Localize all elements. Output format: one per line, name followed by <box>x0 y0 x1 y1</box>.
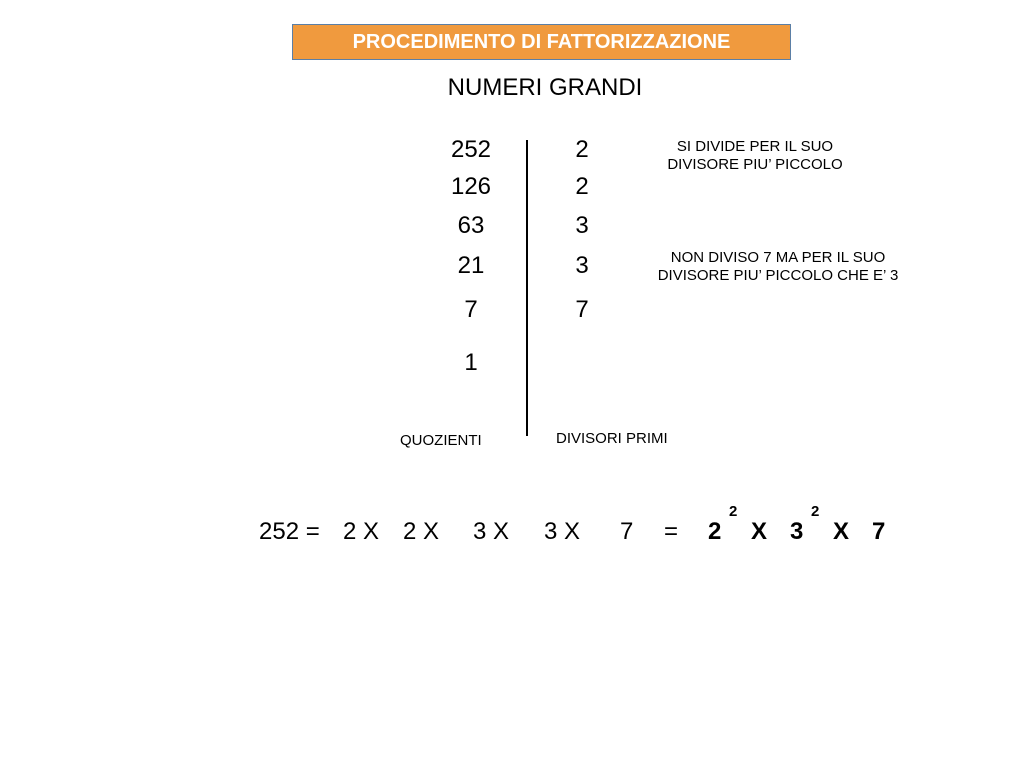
quotient-63: 63 <box>457 212 485 239</box>
equation-equals: = <box>664 518 679 545</box>
divisor-2: 2 <box>575 173 589 200</box>
quotient-252: 252 <box>450 136 492 163</box>
power-exponent: 2 <box>811 503 820 520</box>
divisor-5: 7 <box>575 296 589 323</box>
division-line <box>526 140 528 436</box>
equation-lhs: 252 = <box>259 518 320 545</box>
times-sign: X <box>833 518 850 545</box>
quotients-label: QUOZIENTI <box>400 432 482 449</box>
divisor-4: 3 <box>575 252 589 279</box>
divisor-3: 3 <box>575 212 589 239</box>
power-base: 7 <box>872 518 886 545</box>
note-not-divided-by-7 <box>640 249 916 285</box>
note-line: NON DIVISO 7 MA PER IL SUO <box>670 249 886 266</box>
quotient-7: 7 <box>464 296 478 323</box>
times-sign: X <box>751 518 768 545</box>
divisors-label: DIVISORI PRIMI <box>556 430 668 447</box>
equation-factor: 3 X <box>473 518 510 545</box>
equation-factor: 7 <box>620 518 634 545</box>
subtitle: NUMERI GRANDI <box>447 74 643 101</box>
power-base: 2 <box>708 518 722 545</box>
quotient-126: 126 <box>450 173 492 200</box>
equation-factor: 2 X <box>403 518 440 545</box>
title-banner: PROCEDIMENTO DI FATTORIZZAZIONE <box>292 24 791 60</box>
equation-factor: 3 X <box>544 518 581 545</box>
note-line: SI DIVIDE PER IL SUO <box>676 138 834 155</box>
equation-factor: 2 X <box>343 518 380 545</box>
power-base: 3 <box>790 518 804 545</box>
quotient-1: 1 <box>464 349 478 376</box>
divisor-1: 2 <box>575 136 589 163</box>
note-smallest-divisor <box>640 138 870 174</box>
note-line: DIVISORE PIU’ PICCOLO CHE E’ 3 <box>657 267 899 284</box>
note-line: DIVISORE PIU’ PICCOLO <box>667 156 843 173</box>
power-exponent: 2 <box>729 503 738 520</box>
quotient-21: 21 <box>457 252 485 279</box>
